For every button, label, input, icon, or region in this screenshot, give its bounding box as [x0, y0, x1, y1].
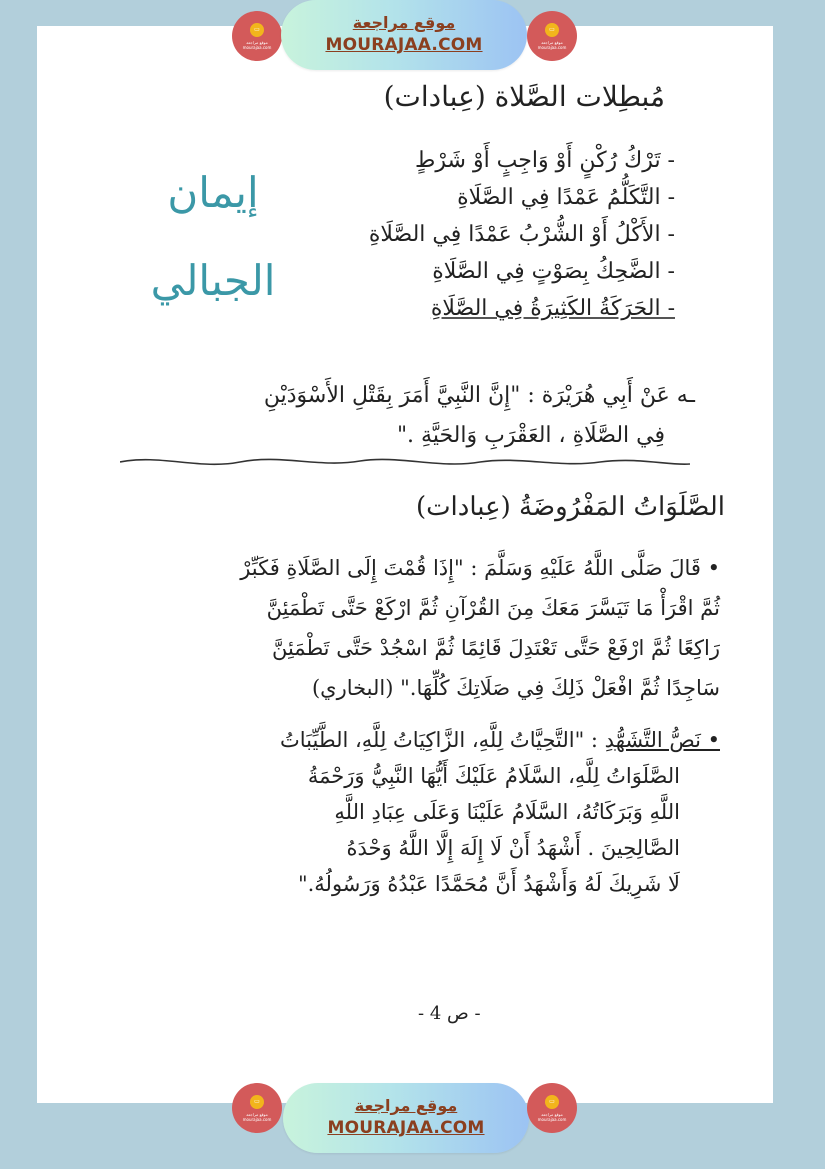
hadith-line: سَاجِدًا ثُمَّ افْعَلْ ذَلِكَ فِي صَلَاتِكَ كُلِّهَا." (البخاري) [311, 676, 720, 700]
list-item: - الضَّحِكُ بِصَوْتٍ فِي الصَّلَاةِ [432, 259, 675, 284]
site-arabic-label[interactable]: موقع مراجعة [352, 13, 456, 32]
site-domain-link[interactable]: MOURAJAA.COM [327, 1118, 485, 1138]
badge-caption: موقع مراجعة mourajaa.com [537, 39, 567, 50]
author-first-name: إيمان [167, 168, 259, 217]
hadith-line: رَاكِعًا ثُمَّ ارْفَعْ حَتَّى تَعْتَدِلَ قَائِمًا ثُمَّ اسْجُدْ حَتَّى تَطْمَئِنَّ [271, 636, 720, 660]
book-logo-icon: ▭ [250, 23, 264, 37]
site-domain-link[interactable]: MOURAJAA.COM [325, 35, 483, 55]
tashahhud-line: : "التَّحِيَّاتُ لِلَّهِ، الزَّاكِيَاتُ لِلَّهِ، الطَّيِّبَاتُ [280, 728, 598, 752]
hadith-line: ثُمَّ اقْرَأْ مَا تَيَسَّرَ مَعَكَ مِنَ القُرْآنِ ثُمَّ ارْكَعْ حَتَّى تَطْمَئِنَّ [266, 596, 720, 620]
hadith-block-1 [264, 376, 695, 456]
badge-caption: موقع مراجعة mourajaa.com [242, 39, 272, 50]
book-logo-icon: ▭ [545, 23, 559, 37]
hadith-line: ـه عَنْ أَبِي هُرَيْرَة : "إِنَّ النَّبِيَّ أَمَرَ بِقَتْلِ الأَسْوَدَيْنِ [263, 383, 695, 408]
page-number: - ص 4 - [418, 1003, 481, 1024]
tashahhud-line: الصَّلَوَاتُ لِلَّهِ، السَّلَامُ عَلَيْكَ أَيُّهَا النَّبِيُّ وَرَحْمَةُ [307, 764, 680, 788]
hadith-block-2 [240, 548, 720, 708]
book-logo-icon: ▭ [545, 1095, 559, 1109]
book-logo-icon: ▭ [250, 1095, 264, 1109]
badge-caption: موقع مراجعة mourajaa.com [537, 1111, 567, 1122]
site-logo-badge[interactable] [527, 11, 577, 61]
author-last-name: الجبالي [150, 256, 276, 305]
site-logo-badge[interactable] [232, 1083, 282, 1133]
site-banner-bottom[interactable] [283, 1083, 529, 1153]
site-logo-badge[interactable] [527, 1083, 577, 1133]
tashahhud-first-line [280, 722, 720, 758]
section2-title: الصَّلَوَاتُ المَفْرُوضَةُ (عِبادات) [415, 492, 725, 522]
list-item: - الحَرَكَةُ الكَثِيرَةُ فِي الصَّلَاةِ [430, 296, 675, 321]
tashahhud-line: لَا شَرِيكَ لَهُ وَأَشْهَدُ أَنَّ مُحَمَّدًا عَبْدُهُ وَرَسُولُهُ." [297, 872, 680, 896]
site-logo-badge[interactable] [232, 11, 282, 61]
tashahhud-block [280, 722, 720, 902]
list-item: - الأَكْلُ أَوْ الشُّرْبُ عَمْدًا فِي الصَّلَاةِ [368, 222, 675, 247]
site-banner-top[interactable] [281, 0, 527, 70]
tashahhud-label: • نَصُّ التَّشَهُّدِ [604, 728, 720, 752]
tashahhud-line: اللَّهِ وَبَرَكَاتُهُ، السَّلَامُ عَلَيْنَا وَعَلَى عِبَادِ اللَّهِ [334, 800, 680, 824]
invalidators-list [369, 142, 675, 327]
hadith-line: فِي الصَّلَاةِ ، العَقْرَبِ وَالحَيَّةِ ." [396, 423, 665, 448]
hadith-line: • قَالَ صَلَّى اللَّهُ عَلَيْهِ وَسَلَّمَ : "إِذَا قُمْتَ إِلَى الصَّلَاةِ فَكَبِّرْ [240, 556, 720, 580]
list-item: - تَرْكُ رُكْنٍ أَوْ وَاجِبٍ أَوْ شَرْطٍ [415, 148, 675, 173]
site-arabic-label[interactable]: موقع مراجعة [354, 1096, 458, 1115]
badge-caption: موقع مراجعة mourajaa.com [242, 1111, 272, 1122]
wavy-divider [120, 452, 690, 472]
tashahhud-line: الصَّالِحِينَ . أَشْهَدُ أَنْ لَا إِلَهَ إِلَّا اللَّهُ وَحْدَهُ [346, 836, 680, 860]
list-item: - التَّكَلُّمُ عَمْدًا فِي الصَّلَاةِ [457, 185, 675, 210]
section1-title: مُبطِلات الصَّلاة (عِبادات) [383, 80, 665, 113]
